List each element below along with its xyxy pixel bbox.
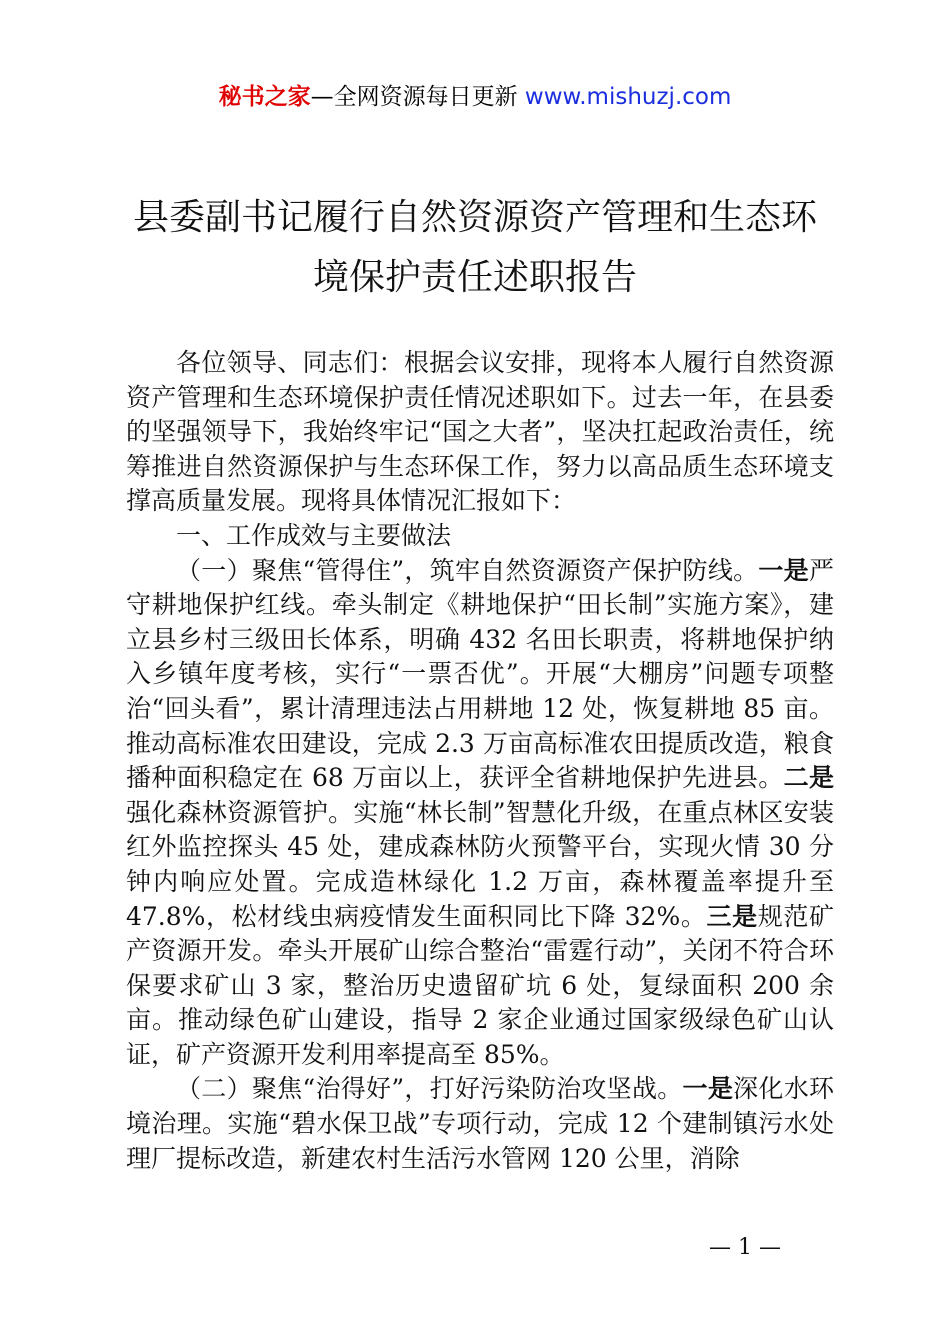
paragraph-lead: （二）聚焦“治得好”，打好污染防治攻坚战。 — [176, 1074, 683, 1104]
point-text: 深化水环境治理。实施“碧水保卫战”专项行动，完成 12 个建制镇污水处理厂提标改造，新建农村生活污水管网 120 公里，消除 — [126, 1074, 834, 1173]
document-title — [0, 188, 950, 308]
point-text: 严守耕地保护红线。牵头制定《耕地保护“田长制”实施方案》，建立县乡村三级田长体系，明确 432 名田长职责，将耕地保护纳入乡镇年度考核，实行“一票否优”。开展“大棚房”问题专项整治“回头看”，累计清理违法占用耕地 12 处，恢复耕地 85 亩。推动高标准农田建设，完成 2.3 万亩高标准农田提质改造，粮食播种面积稳定在 68 万亩以上，获评全省耕地保护先进县。 — [126, 555, 834, 793]
point-text: 规范矿产资源开发。牵头开展矿山综合整治“雷霆行动”，关闭不符合环保要求矿山 3 家，整治历史遗留矿坑 6 处，复绿面积 200 余亩。推动绿色矿山建设，指导 2 家企业通过国家级绿色矿山认证，矿产资源开发利用率提高至 85%。 — [126, 901, 834, 1069]
point-marker: 二是 — [783, 763, 834, 793]
page-number: — 1 — — [709, 1235, 781, 1260]
point-marker: 一是 — [758, 555, 809, 585]
paragraph-opening: 各位领导、同志们：根据会议安排，现将本人履行自然资源资产管理和生态环境保护责任情况述职如下。过去一年，在县委的坚强领导下，我始终牢记“国之大者”，坚决扛起政治责任，统筹推进自然资源保护与生态环保工作，努力以高品质生态环境支撑高质量发展。现将具体情况汇报如下： — [126, 348, 834, 516]
paragraph-lead: （一）聚焦“管得住”，筑牢自然资源资产保护防线。 — [176, 555, 759, 585]
point-marker: 三是 — [706, 901, 758, 931]
point-marker: 一是 — [682, 1074, 734, 1104]
section-heading: 一、工作成效与主要做法 — [176, 520, 452, 550]
paragraph-resource-protection — [126, 554, 834, 1073]
title-line-1: 县委副书记履行自然资源资产管理和生态环 — [132, 197, 817, 238]
document-body — [126, 346, 834, 1176]
site-url-link[interactable]: www.mishuzj.com — [524, 84, 732, 110]
point-text: 强化森林资源管护。实施“林长制”智慧化升级，在重点林区安装红外监控探头 45 处，建成森林防火预警平台，实现火情 30 分钟内响应处置。完成造林绿化 1.2 万亩，森林覆盖率提升至 47.8%，松材线虫病疫情发生面积同比下降 32%。 — [126, 797, 834, 931]
site-header — [0, 82, 950, 112]
site-tagline: —全网资源每日更新 — [310, 84, 518, 110]
title-line-2: 境保护责任述职报告 — [312, 257, 637, 298]
paragraph-pollution-control — [126, 1072, 834, 1176]
site-brand: 秘书之家 — [218, 84, 311, 110]
